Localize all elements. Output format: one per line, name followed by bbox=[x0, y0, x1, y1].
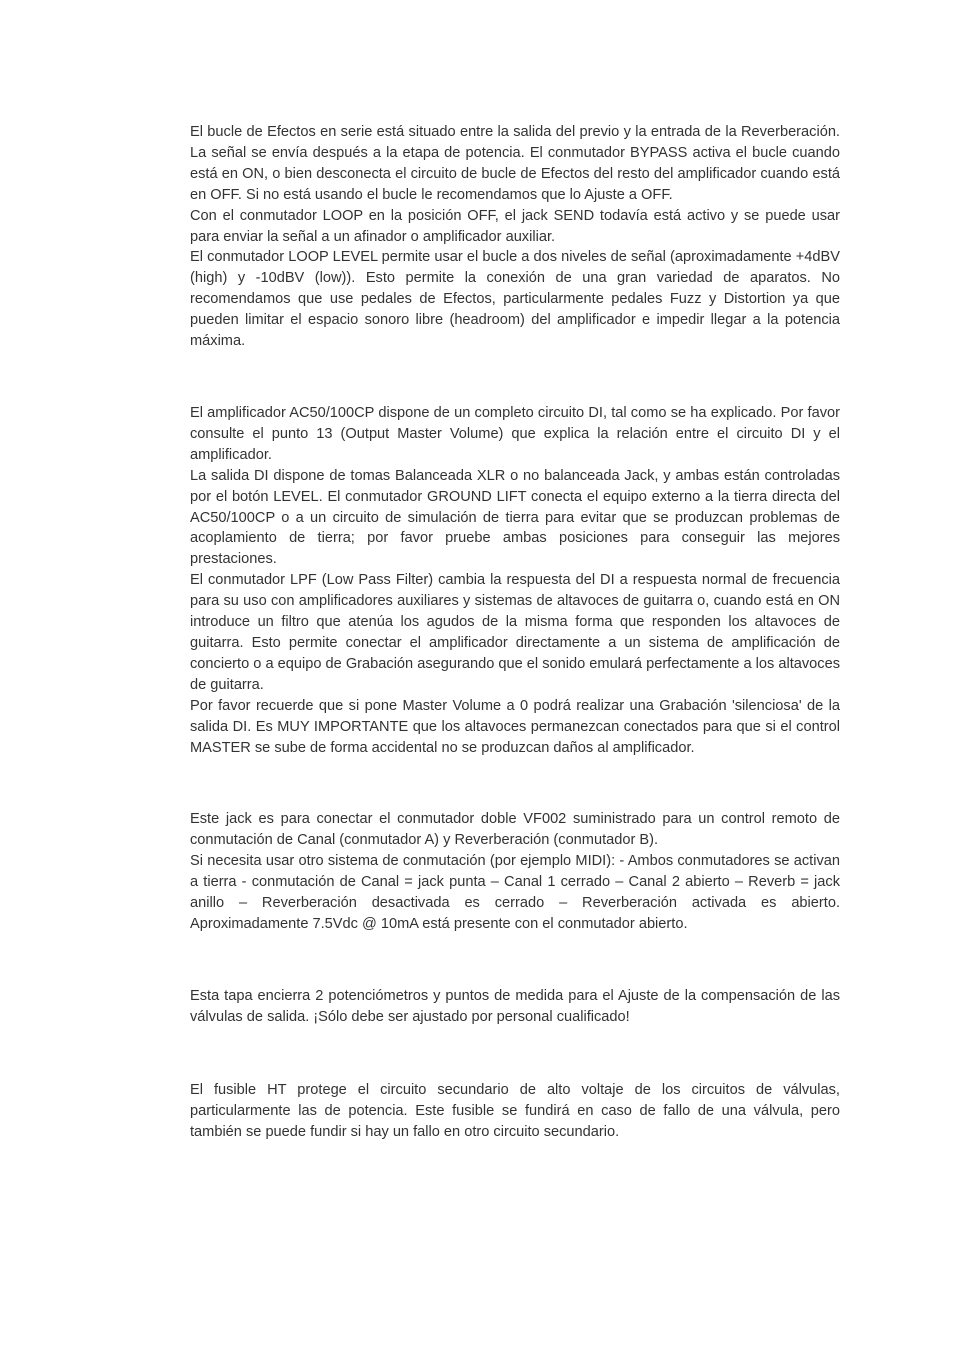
paragraph: El conmutador LPF (Low Pass Filter) cambia la respuesta del DI a respuesta normal de frecuencia para su uso con amplificadores auxiliares y sistemas de altavoces de guitarra o, cuando está en ON introduce un filtro que atenúa los agudos de la misma forma que responden los altavoces de guitarra. Esto permite conectar el amplificador directamente a un sistema de amplificación de concierto o a equipo de Grabación asegurando que el sonido emulará perfectamente a los altavoces de guitarra. bbox=[190, 572, 840, 693]
paragraph: El conmutador LOOP LEVEL permite usar el bucle a dos niveles de señal (aproximadamente +4dBV (high) y -10dBV (low)). Esto permite la conexión de una gran variedad de aparatos. No recomendamos que use pedales de Efectos, particularmente pedales Fuzz y Distortion ya que pueden limitar el espacio sonoro libre (headroom) del amplificador e impedir llegar a la potencia máxima. bbox=[190, 249, 840, 350]
paragraph: Con el conmutador LOOP en la posición OFF, el jack SEND todavía está activo y se puede usar para enviar la señal a un afinador o amplificador auxiliar. bbox=[190, 207, 840, 245]
paragraph: El amplificador AC50/100CP dispone de un completo circuito DI, tal como se ha explicado. Por favor consulte el punto 13 (Output Master Volume) que explica la relación entre el circuito DI y el amplificador. bbox=[190, 405, 840, 463]
paragraph: Este jack es para conectar el conmutador doble VF002 suministrado para un control remoto de conmutación de Canal (conmutador A) y Reverberación (conmutador B). bbox=[190, 811, 840, 848]
paragraph: El bucle de Efectos en serie está situado entre la salida del previo y la entrada de la Reverberación. La señal se envía después a la etapa de potencia. El conmutador BYPASS activa el bucle cuando está en ON, o bien desconecta el circuito de bucle de Efectos del resto del amplificador cuando está en OFF. Si no está usando el bucle le recomendamos que lo Ajuste a OFF. bbox=[190, 124, 840, 203]
paragraph: Por favor recuerde que si pone Master Volume a 0 podrá realizar una Grabación 'silenciosa' de la salida DI. Es MUY IMPORTANTE que los altavoces permanezcan conectados para que si el control MASTER se sube de forma accidental no se produzcan daños al amplificador. bbox=[190, 697, 840, 756]
di-output-section bbox=[190, 403, 840, 758]
bias-cover-section bbox=[190, 986, 840, 1028]
paragraph: Si necesita usar otro sistema de conmutación (por ejemplo MIDI): - Ambos conmutadores se activan a tierra - conmutación de Canal = jack punta – Canal 1 cerrado – Canal 2 abierto – Reverb = jack anillo – Reverberación desactivada es cerrado – Reverberación activada es abierto. Aproximadamente 7.5Vdc @ 10mA está presente con el conmutador abierto. bbox=[190, 852, 840, 932]
effects-loop-section bbox=[190, 122, 840, 352]
ht-fuse-section bbox=[190, 1080, 840, 1143]
paragraph: La salida DI dispone de tomas Balanceada XLR o no balanceada Jack, y ambas están controladas por el botón LEVEL. El conmutador GROUND LIFT conecta el equipo externo a la tierra directa del AC50/100CP o a un circuito de simulación de tierra para evitar que se produzcan problemas de acoplamiento de tierra; por favor pruebe ambas posiciones para conseguir las mejores prestaciones. bbox=[190, 467, 840, 568]
footswitch-section bbox=[190, 809, 840, 934]
paragraph: El fusible HT protege el circuito secundario de alto voltaje de los circuitos de válvulas, particularmente las de potencia. Este fusible se fundirá en caso de fallo de una válvula, pero también se puede fundir si hay un fallo en otro circuito secundario. bbox=[190, 1082, 840, 1140]
paragraph: Esta tapa encierra 2 potenciómetros y puntos de medida para el Ajuste de la compensación de las válvulas de salida. ¡Sólo debe ser ajustado por personal cualificado! bbox=[190, 988, 840, 1025]
